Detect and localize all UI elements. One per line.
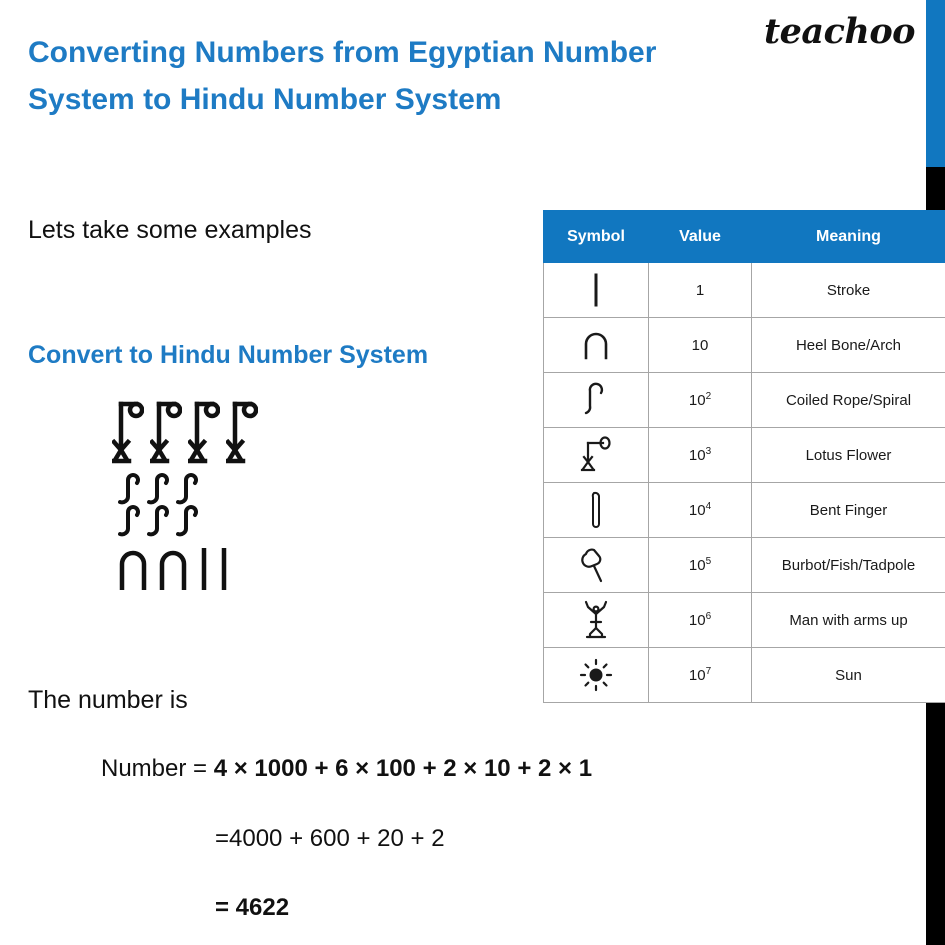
heel-bone-icon [158,548,190,590]
lotus-flower-icon [188,390,220,466]
table-cell-symbol [544,373,649,428]
value-base: 1 [695,282,705,299]
lotus-flower-icon [579,435,613,475]
table-header-value: Value [649,211,752,263]
coiled-rope-icon [118,502,146,542]
heel-bone-icon [118,548,150,590]
convert-heading: Convert to Hindu Number System [28,341,429,369]
table-cell-symbol [544,648,649,703]
table-cell-value [649,318,752,373]
bent-finger-icon [587,490,605,530]
lotus-flower-icon [226,390,258,466]
table-cell-meaning: Bent Finger [752,483,945,538]
table-header-symbol: Symbol [544,211,649,263]
table-header-row [544,211,945,263]
teachoo-logo: teachoo [763,11,916,52]
coiled-rope-icon [583,382,609,418]
table-row [544,263,945,318]
coiled-rope-icon [147,502,175,542]
glyph-row-tens-and-units [118,548,412,590]
table-cell-meaning: Sun [752,648,945,703]
table-cell-value [649,648,752,703]
equation-line-expression [101,755,592,783]
table-cell-value [649,428,752,483]
table-cell-symbol [544,318,649,373]
table-cell-symbol [544,428,649,483]
the-number-is-text: The number is [28,686,188,714]
value-base: 10 [688,667,706,684]
coiled-rope-icon [176,502,204,542]
value-base: 10 [691,337,709,354]
value-exponent: 4 [705,501,712,512]
table-cell-symbol [544,483,649,538]
egyptian-symbol-table [543,210,945,703]
stroke-icon [198,548,210,590]
table-cell-meaning: Coiled Rope/Spiral [752,373,945,428]
table-cell-value [649,263,752,318]
table-row [544,318,945,373]
table-cell-value [649,538,752,593]
equation-expression: 4 × 1000 + 6 × 100 + 2 × 10 + 2 × 1 [213,755,593,782]
value-exponent: 2 [705,391,712,402]
page-title-line-2: System to Hindu Number System [28,82,502,116]
table-cell-symbol [544,593,649,648]
lotus-flower-icon [150,390,182,466]
table-row [544,373,945,428]
table-cell-meaning: Stroke [752,263,945,318]
value-base: 10 [688,447,706,464]
glyph-row-thousands [112,390,412,466]
page-title-line-1: Converting Numbers from Egyptian Number [28,36,657,69]
table-cell-value [649,593,752,648]
equation-label: Number = [101,755,214,782]
value-exponent: 7 [705,666,712,677]
page-title [28,30,748,123]
table-row [544,428,945,483]
value-base: 10 [688,392,706,409]
table-cell-meaning: Heel Bone/Arch [752,318,945,373]
value-base: 10 [688,557,706,574]
table-row [544,593,945,648]
lotus-flower-icon [112,390,144,466]
value-exponent: 3 [705,446,712,457]
value-exponent: 6 [705,611,712,622]
table-cell-value [649,483,752,538]
table-cell-meaning: Man with arms up [752,593,945,648]
table-cell-value [649,373,752,428]
value-base: 10 [688,502,706,519]
table-cell-symbol [544,263,649,318]
table-row [544,483,945,538]
equation-line-expanded: =4000 + 600 + 20 + 2 [215,825,445,852]
value-exponent: 5 [705,556,712,567]
table-cell-symbol [544,538,649,593]
table-cell-meaning: Burbot/Fish/Tadpole [752,538,945,593]
egyptian-number-glyphs [112,390,412,640]
stroke-icon [218,548,230,590]
heel-bone-icon [581,330,611,360]
equation-line-result: = 4622 [215,894,290,921]
stroke-icon [589,273,603,307]
value-base: 10 [688,612,706,629]
table-header-meaning: Meaning [752,211,945,263]
lets-take-examples-text: Lets take some examples [28,216,312,244]
man-arms-up-icon [581,600,611,640]
sun-icon [579,658,613,692]
table-row [544,648,945,703]
table-row [544,538,945,593]
edge-accent-bar-blue [926,0,945,167]
table-cell-meaning: Lotus Flower [752,428,945,483]
glyph-row-hundreds-lower [118,502,412,542]
burbot-fish-icon [579,545,613,585]
